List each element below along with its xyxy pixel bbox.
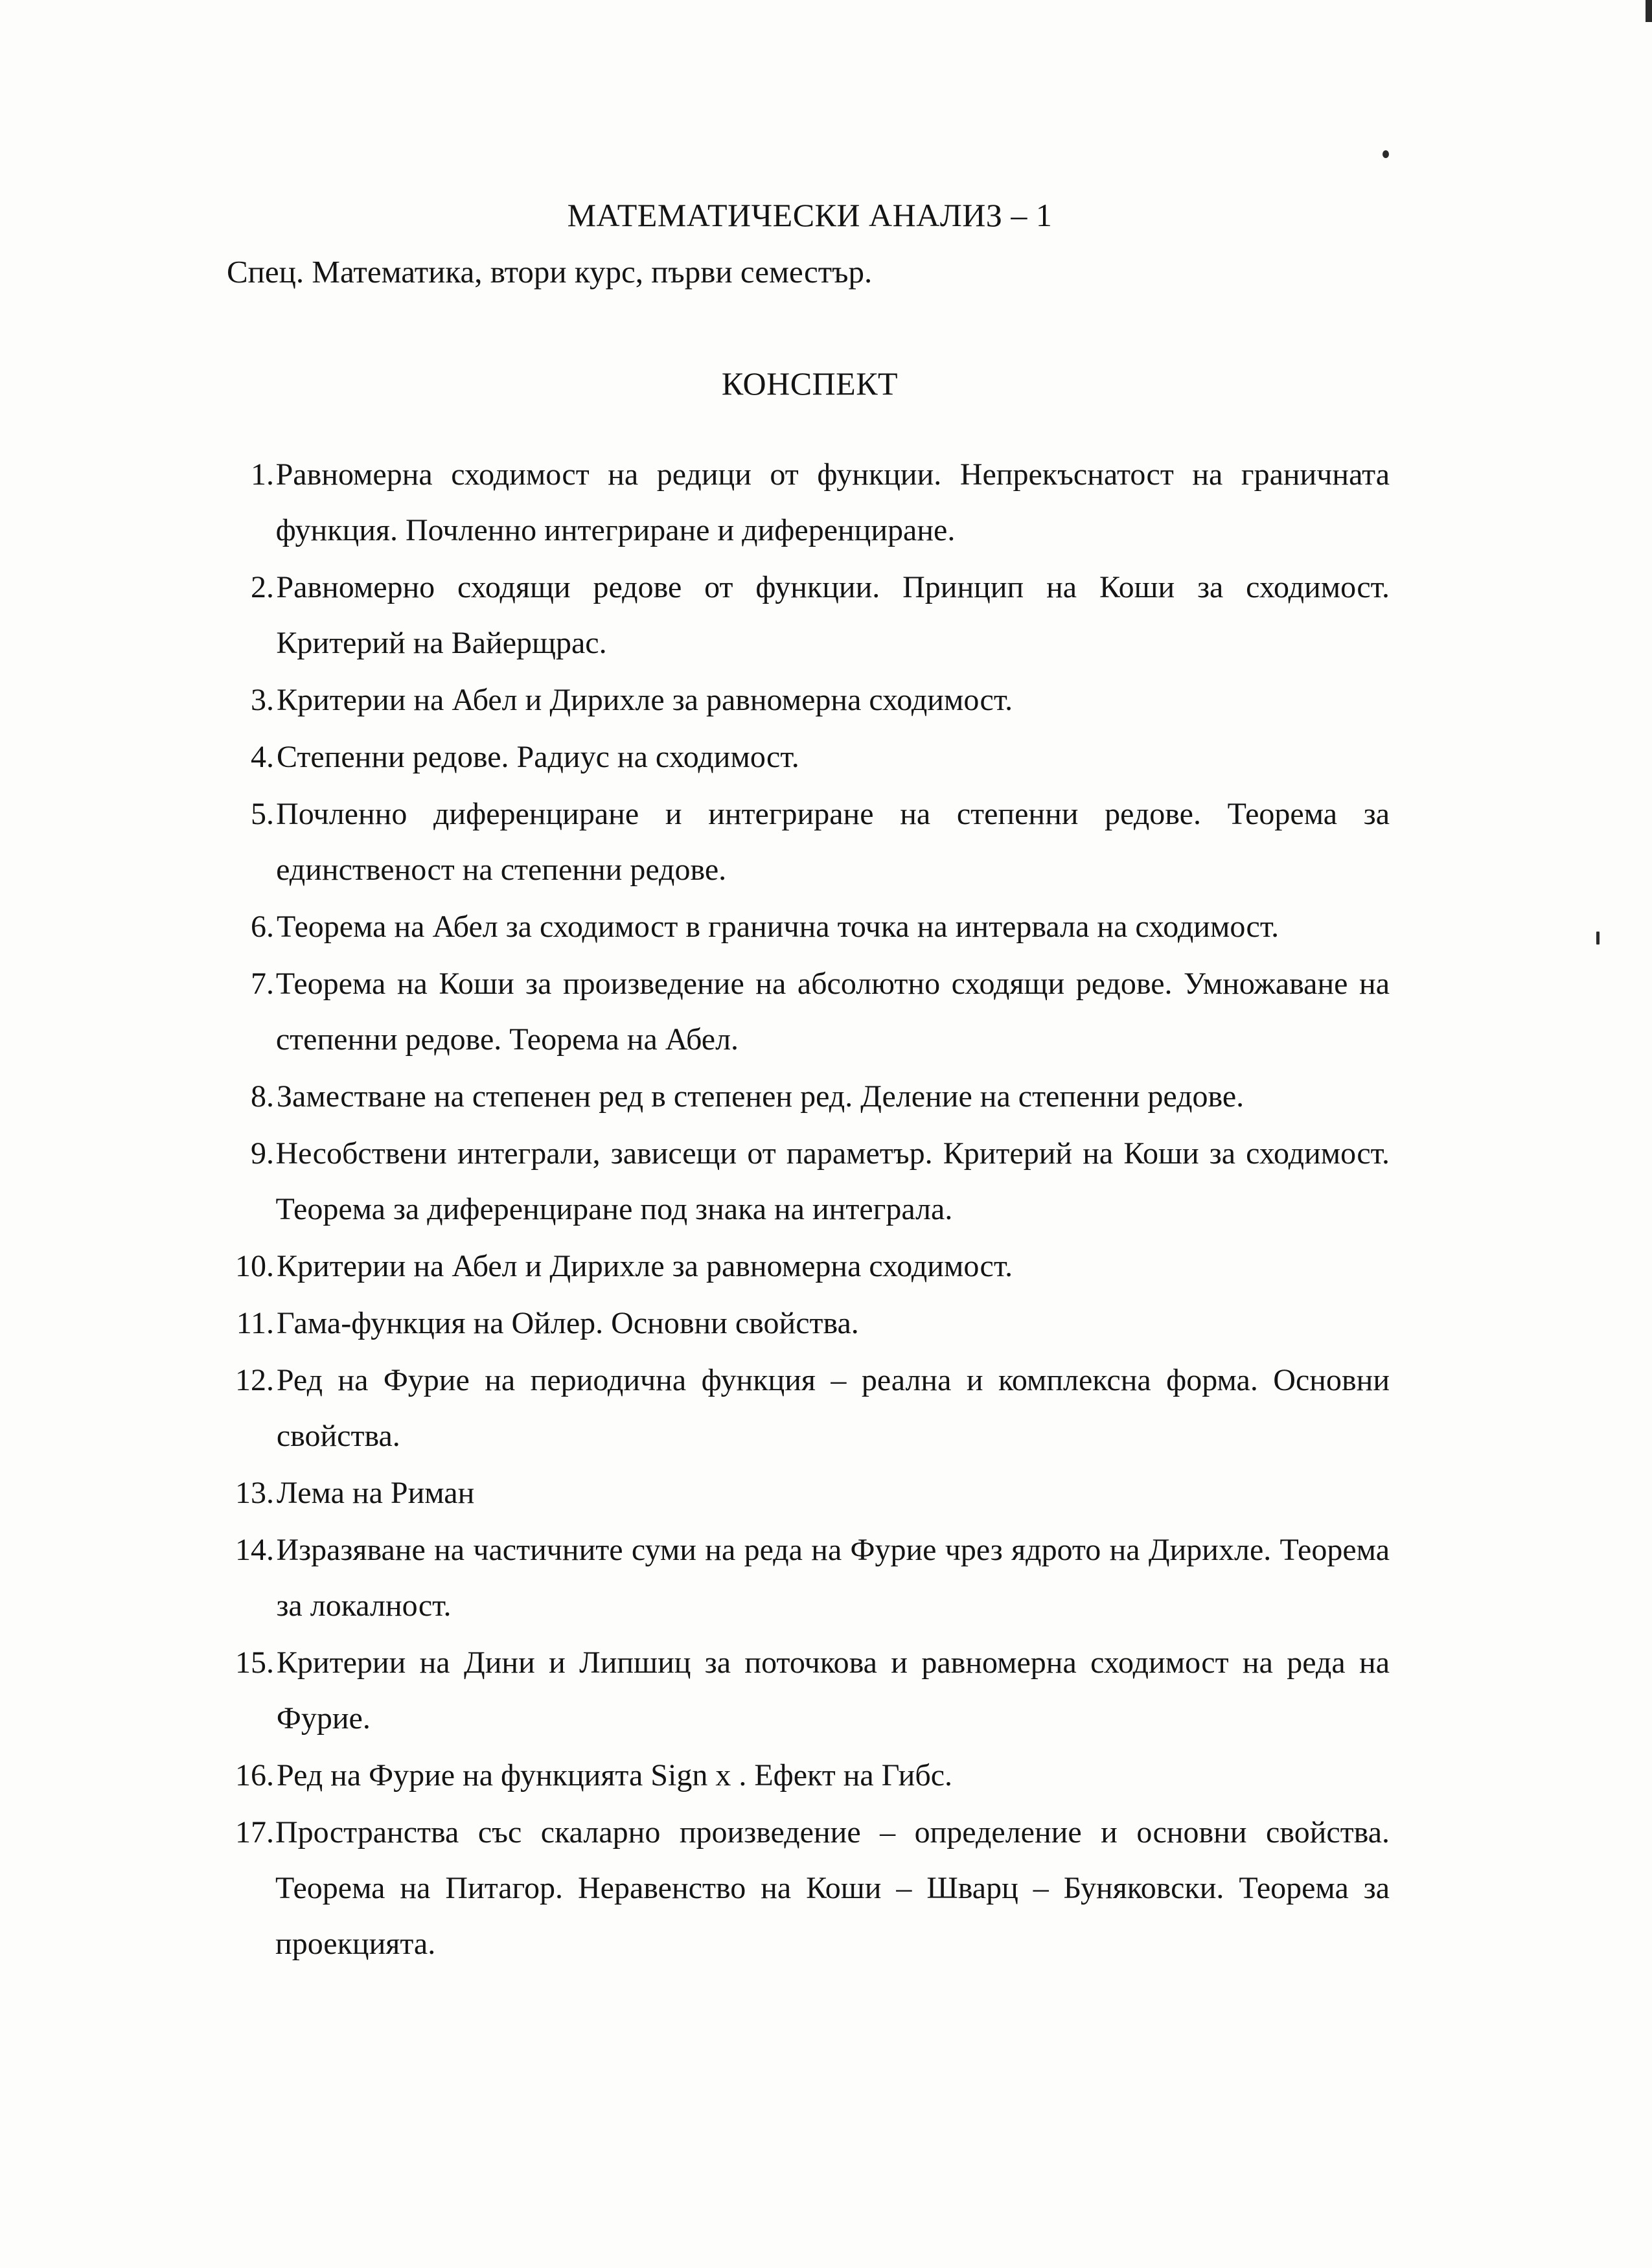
topic-text: Изразяване на частичните суми на реда на Фурие чрез ядрото на Дирихле. Теорема за локалност. [276, 1533, 1390, 1623]
topic-number: 3. [251, 683, 274, 717]
outline-heading: КОНСПЕКТ [721, 365, 899, 402]
topic-item [220, 956, 1390, 1068]
topic-text: Теорема на Коши за произведение на абсолютно сходящи редове. Умножаване на степенни редове. Теорема на Абел. [275, 967, 1390, 1057]
topic-item [220, 1069, 1390, 1125]
topic-text: Заместване на степенен ред в степенен ред. Деление на степенни редове. [277, 1079, 1245, 1114]
document-subtitle: Спец. Математика, втори курс, първи семестър. [227, 254, 873, 290]
topic-item [220, 899, 1390, 955]
topic-item [220, 1465, 1390, 1521]
topic-number: 9. [251, 1136, 274, 1171]
topic-number: 1. [251, 457, 274, 492]
topic-item [220, 1239, 1390, 1294]
topic-number: 16. [235, 1758, 274, 1793]
topic-number: 6. [251, 910, 274, 944]
topic-number: 2. [251, 570, 274, 604]
topic-item [220, 447, 1390, 558]
topic-text: Критерии на Абел и Дирихле за равномерна сходимост. [277, 683, 1013, 717]
topic-item [220, 786, 1390, 898]
topic-item [220, 1353, 1390, 1464]
scan-speck [1596, 932, 1600, 945]
topic-text: Гама-функция на Ойлер. Основни свойства. [277, 1306, 859, 1340]
topic-text: Ред на Фурие на периодична функция – реална и комплексна форма. Основни свойства. [276, 1363, 1390, 1453]
topic-text: Почленно диференциране и интегриране на степенни редове. Теорема за единственост на степенни редове. [276, 797, 1390, 887]
topic-number: 8. [251, 1079, 274, 1114]
topic-number: 10. [235, 1249, 274, 1283]
topic-number: 7. [251, 967, 274, 1001]
topic-number: 13. [235, 1476, 274, 1510]
topic-text: Несобствени интеграли, зависещи от параметър. Критерий на Коши за сходимост. Теорема за диференциране под знака на интеграла. [275, 1136, 1390, 1226]
topic-item [220, 1522, 1390, 1634]
topic-number: 12. [235, 1363, 274, 1397]
topic-text: Степенни редове. Радиус на сходимост. [277, 740, 799, 774]
scan-speck [1382, 150, 1389, 158]
topic-number: 5. [251, 797, 274, 831]
topic-item [220, 729, 1390, 785]
topic-list [220, 447, 1390, 1973]
topic-item [220, 1748, 1390, 1804]
topic-text: Критерии на Абел и Дирихле за равномерна сходимост. [277, 1249, 1013, 1283]
topic-item [220, 560, 1390, 671]
topic-number: 17. [235, 1815, 274, 1850]
topic-text: Теорема на Абел за сходимост в гранична точка на интервала на сходимост. [277, 910, 1279, 944]
topic-item [220, 1805, 1390, 1972]
scan-edge-mark [1646, 0, 1652, 22]
topic-number: 11. [236, 1306, 274, 1340]
topic-text: Ред на Фурие на функцията Sign x . Ефект на Гибс. [277, 1758, 953, 1793]
topic-number: 4. [251, 740, 274, 774]
topic-item [220, 672, 1390, 728]
topic-item [220, 1126, 1390, 1237]
topic-item [220, 1635, 1390, 1747]
topic-text: Лема на Риман [277, 1476, 475, 1510]
document-title: МАТЕМАТИЧЕСКИ АНАЛИЗ – 1 [567, 197, 1053, 233]
topic-number: 14. [235, 1533, 274, 1567]
topic-text: Равномерно сходящи редове от функции. Принцип на Коши за сходимост. Критерий на Вайерщрас. [276, 570, 1390, 660]
topic-text: Пространства със скаларно произведение – определение и основни свойства. Теорема на Питагор. Неравенство на Коши – Шварц – Буняковски. Теорема за проекцията. [275, 1815, 1390, 1961]
topic-text: Критерии на Дини и Липшиц за поточкова и равномерна сходимост на реда на Фурие. [276, 1645, 1390, 1735]
topic-item [220, 1296, 1390, 1351]
topic-number: 15. [235, 1645, 274, 1680]
topic-text: Равномерна сходимост на редици от функции. Непрекъснатост на граничната функция. Почленно интегриране и диференциране. [275, 457, 1390, 547]
